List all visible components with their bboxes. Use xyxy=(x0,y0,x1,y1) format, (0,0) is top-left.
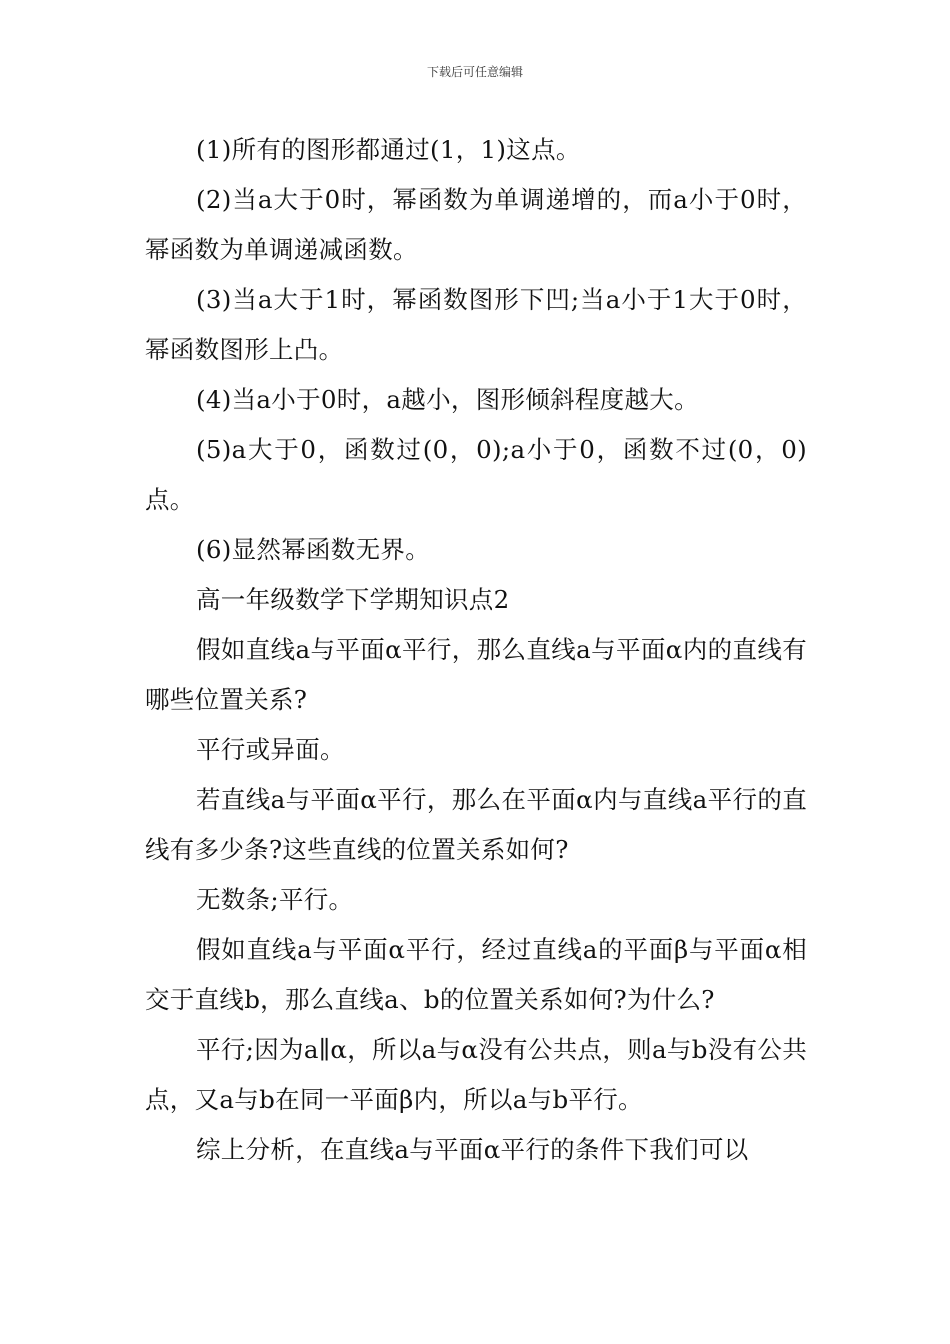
paragraph: 假如直线a与平面α平行，经过直线a的平面β与平面α相交于直线b，那么直线a、b的位置关系如何?为什么? xyxy=(145,935,807,1014)
paragraph: 综上分析，在直线a与平面α平行的条件下我们可以 xyxy=(196,1135,749,1164)
paragraph: (3)当a大于1时，幂函数图形下凹;当a小于1大于0时，幂函数图形上凸。 xyxy=(145,285,807,364)
section-heading: 高一年级数学下学期知识点2 xyxy=(196,585,510,614)
paragraph: 无数条;平行。 xyxy=(196,885,354,914)
paragraph: 平行;因为a∥α，所以a与α没有公共点，则a与b没有公共点，又a与b在同一平面β内，所以a与b平行。 xyxy=(145,1035,807,1114)
paragraph: (1)所有的图形都通过(1，1)这点。 xyxy=(196,135,581,164)
document-body xyxy=(145,125,807,1175)
paragraph: 平行或异面。 xyxy=(196,735,345,764)
paragraph: (2)当a大于0时，幂函数为单调递增的，而a小于0时，幂函数为单调递减函数。 xyxy=(145,185,807,264)
paragraph: (5)a大于0，函数过(0，0);a小于0，函数不过(0，0)点。 xyxy=(145,435,807,514)
paragraph: (4)当a小于0时，a越小，图形倾斜程度越大。 xyxy=(196,385,699,414)
paragraph: 假如直线a与平面α平行，那么直线a与平面α内的直线有哪些位置关系? xyxy=(145,635,807,714)
paragraph: (6)显然幂函数无界。 xyxy=(196,535,431,564)
paragraph: 若直线a与平面α平行，那么在平面α内与直线a平行的直线有多少条?这些直线的位置关系如何? xyxy=(145,785,807,864)
page-header: 下载后可任意编辑 xyxy=(426,65,523,79)
